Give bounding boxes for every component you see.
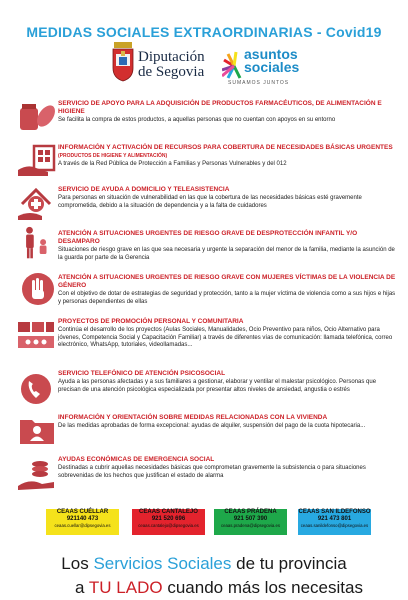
footer-line-1: Los Servicios Sociales de tu provincia	[61, 554, 347, 573]
measure-item	[58, 100, 398, 125]
measure-title: SERVICIO TELEFÓNICO DE ATENCIÓN PSICOSOCIAL	[58, 370, 226, 377]
home-care-icon	[18, 186, 58, 220]
stop-hand-icon	[18, 272, 58, 306]
measure-item	[58, 230, 398, 262]
asuntos-sociales-logo-text: asuntos sociales	[244, 46, 300, 75]
measure-item	[58, 414, 398, 431]
folder-user-icon	[18, 414, 58, 448]
measure-item	[58, 318, 398, 350]
page-title: MEDIDAS SOCIALES EXTRAORDINARIAS - Covid19	[26, 24, 382, 40]
office-box-cuellar: CEAAS CUÉLLAR 921140 473 ceaas.cuellar@dipsegovia.es	[46, 509, 119, 535]
diputacion-logo-text: Diputación de Segovia	[138, 49, 205, 80]
measure-item	[58, 144, 398, 169]
measure-title: ATENCIÓN A SITUACIONES URGENTES DE RIESGO GRAVE DE DESPROTECCIÓN INFANTIL Y/O DESAMPARO	[58, 230, 358, 245]
measure-item	[58, 370, 398, 394]
footer-line-2: a TU LADO cuando más los necesitas	[75, 578, 363, 597]
logos-row	[0, 38, 408, 88]
measure-text: Situaciones de riesgo grave en las que sea necesaria y urgente la separación del menor de la familia, mediante la asunción de la guarda por parte de la Gerencia	[58, 247, 395, 261]
measure-text: Se facilita la compra de estos productos, a aquellas personas que no cuentan con apoyos en su entorno	[58, 117, 336, 123]
measure-text: Destinadas a cubrir aquellas necesidades básicas que comprometan gravemente la subsistencia o para situaciones sobrevenidas de los hechos que justifican el estado de alarma	[58, 465, 366, 479]
office-box-san-ildefonso: CEAAS SAN ILDEFONSO 921 473 801 ceaas.sanildefonso@dipsegovia.es	[298, 509, 371, 535]
diputacion-crest-icon	[110, 42, 136, 82]
measure-title: SERVICIO DE APOYO PARA LA ADQUISICIÓN DE PRODUCTOS FARMACÉUTICOS, DE ALIMENTACIÓN E HIGIENE	[58, 100, 382, 115]
measure-text: Con el objetivo de dotar de estrategias de seguridad y protección, tanto a la mujer víctima de violencia como a sus hijos e hijas y personas dependientes de ellas	[58, 291, 396, 305]
office-email-link[interactable]: ceaas.pradena@dipsegovia.es	[220, 523, 281, 528]
measure-text: De las medidas aprobadas de forma excepcional: ayudas de alquiler, suspensión del pago de la cuota hipotecaria...	[58, 423, 366, 429]
office-box-pradena: CEAAS PRÁDENA 921 507 390 ceaas.pradena@dipsegovia.es	[214, 509, 287, 535]
measure-item	[58, 186, 398, 210]
promotion-icon	[16, 318, 56, 352]
office-box-cantalejo: CEAAS CANTALEJO 921 520 696 ceaas.cantalejo@dipsegovia.es	[132, 509, 205, 535]
measure-title: AYUDAS ECONÓMICAS DE EMERGENCIA SOCIAL	[58, 456, 215, 463]
measure-title: INFORMACIÓN Y ORIENTACIÓN SOBRE MEDIDAS RELACIONADAS CON LA VIVIENDA	[58, 414, 328, 421]
family-icon	[18, 226, 58, 260]
pills-icon	[16, 100, 56, 134]
office-email-link[interactable]: ceaas.cuellar@dipsegovia.es	[54, 523, 111, 528]
phone-icon	[18, 372, 58, 406]
measure-text: Continúa el desarrollo de los proyectos (Aulas Sociales, Manualidades, Ocio Preventivo para niños, Ocio Alternativo para jóvenes, Competencia Social y Capacitación Familiar) a través de diferentes vías de comunicación: llamada telefónica, correo electrónico, WhatsApp, tutoriales, videollamadas...	[58, 327, 393, 349]
measure-title: SERVICIO DE AYUDA A DOMICILIO Y TELEASISTENCIA	[58, 186, 230, 193]
office-email-link[interactable]: ceaas.cantalejo@dipsegovia.es	[138, 523, 199, 528]
coins-hand-icon	[18, 458, 58, 492]
measure-item	[58, 274, 398, 306]
measure-text: Ayuda a las personas afectadas y a sus familiares a gestionar, elaborar y ventilar el malestar psicológico. Personas que precisan de una atención psicológica especializada por presentar altos niveles de ansiedad, angustia o estrés	[58, 379, 377, 393]
ceaas-offices-row	[46, 509, 376, 533]
measure-title-note: (PRODUCTOS DE HIGIENE Y ALIMENTACIÓN)	[58, 153, 168, 159]
building-hand-icon	[18, 144, 58, 178]
asuntos-sociales-tagline: SUMAMOS JUNTOS	[228, 80, 290, 86]
measure-title: ATENCIÓN A SITUACIONES URGENTES DE RIESGO GRAVE CON MUJERES VÍCTIMAS DE LA VIOLENCIA DE GÉNERO	[58, 274, 396, 289]
measure-text: Para personas en situación de vulnerabilidad en las que la cobertura de las necesidades básicas esté gravemente comprometida, debido a la situación de dependencia y a la falta de cuidadores	[58, 195, 362, 209]
measure-title: PROYECTOS DE PROMOCIÓN PERSONAL Y COMUNITARIA	[58, 318, 244, 325]
measure-item	[58, 456, 398, 480]
measure-title: INFORMACIÓN Y ACTIVACIÓN DE RECURSOS PARA COBERTURA DE NECESIDADES BÁSICAS URGENTES (PRODUCTOS DE HIGIENE Y ALIMENTACIÓN)	[58, 144, 393, 159]
measure-text: A través de la Red Pública de Protección a Familias y Personas Vulnerables y del 012	[58, 161, 287, 167]
office-email-link[interactable]: ceaas.sanildefonso@dipsegovia.es	[300, 523, 369, 528]
